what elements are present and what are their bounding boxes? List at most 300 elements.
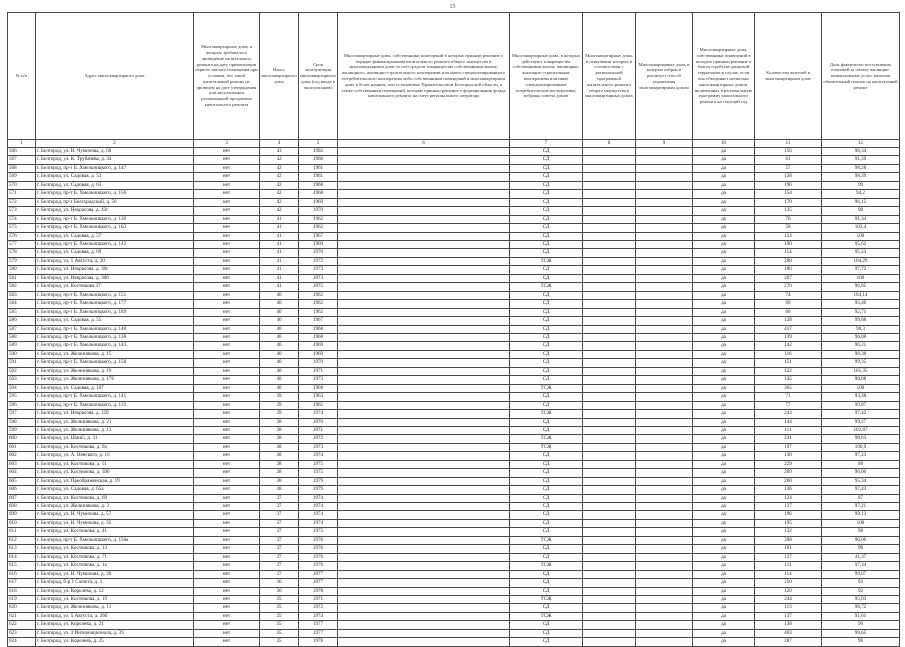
cell-number: 613 (8, 545, 36, 553)
cell-wear: 41 (260, 266, 299, 274)
cell-number: 618 (8, 587, 36, 595)
cell-year: 1992 (299, 148, 338, 156)
cell-wear: 38 (260, 418, 299, 426)
col-number: 7 (510, 140, 583, 148)
cell-landscaping: да (693, 629, 755, 637)
cell-association: СД (510, 190, 583, 198)
cell-landscaping: да (693, 426, 755, 434)
cell-landscaping: да (693, 553, 755, 561)
cell-financing (338, 333, 510, 341)
cell-address: г. Белгород, ул. Н. Чумичова, д. 60 (36, 148, 194, 156)
col-number: 2 (36, 140, 194, 148)
cell-regional-program (583, 401, 636, 409)
cell-association: ТСЖ (510, 443, 583, 451)
cell-residents: 196 (755, 181, 822, 189)
cell-management (636, 240, 693, 248)
cell-payment-share: 98,39 (822, 173, 900, 181)
cell-management (636, 342, 693, 350)
cell-association: СД (510, 629, 583, 637)
table-row (8, 562, 900, 570)
cell-association: ТСЖ (510, 562, 583, 570)
cell-year: 1977 (299, 629, 338, 637)
cell-management (636, 621, 693, 629)
cell-financing (338, 359, 510, 367)
cell-residents: 132 (755, 528, 822, 536)
cell-regional-program (583, 562, 636, 570)
cell-payment-share: 100 (822, 232, 900, 240)
cell-regional-program (583, 266, 636, 274)
cell-landscaping: да (693, 215, 755, 223)
cell-wear: 39 (260, 410, 299, 418)
cell-association: СД (510, 224, 583, 232)
cell-number: 594 (8, 384, 36, 392)
cell-payment-share: 96,21 (822, 342, 900, 350)
cell-year: 1971 (299, 426, 338, 434)
cell-financing (338, 266, 510, 274)
cell-landscaping: да (693, 612, 755, 620)
cell-address: г. Белгород, пр-т Б. Хмельницкого, д. 156 (36, 190, 194, 198)
cell-repair-required: нет (194, 232, 260, 240)
cell-financing (338, 376, 510, 384)
cell-regional-program (583, 536, 636, 544)
cell-financing (338, 240, 510, 248)
cell-residents: 120 (755, 587, 822, 595)
cell-residents: 191 (755, 545, 822, 553)
cell-address: г. Белгород, ул. Костюкова, д. 13 (36, 545, 194, 553)
table-row (8, 418, 900, 426)
cell-residents: 154 (755, 190, 822, 198)
cell-landscaping: да (693, 562, 755, 570)
cell-year: 1967 (299, 232, 338, 240)
table-body (8, 148, 900, 647)
cell-regional-program (583, 528, 636, 536)
cell-management (636, 401, 693, 409)
cell-address: г. Белгород, ул. Железнякова, д. 19 (36, 367, 194, 375)
cell-year: 1962 (299, 291, 338, 299)
cell-address: г. Белгород, пр-т Б. Хмельницкого, д. 163 (36, 224, 194, 232)
cell-number: 605 (8, 477, 36, 485)
cell-payment-share: 96,08 (822, 333, 900, 341)
col-number: 5 (299, 140, 338, 148)
cell-payment-share: 101,35 (822, 367, 900, 375)
cell-repair-required: нет (194, 291, 260, 299)
cell-year: 1970 (299, 249, 338, 257)
cell-landscaping: да (693, 164, 755, 172)
cell-address: г. Белгород, ул. Королева, д. 12 (36, 587, 194, 595)
cell-number: 585 (8, 308, 36, 316)
cell-financing (338, 604, 510, 612)
cell-address: г. Белгород, ул. Садовая, д. 63 (36, 181, 194, 189)
cell-regional-program (583, 240, 636, 248)
cell-repair-required: нет (194, 283, 260, 291)
cell-year: 1970 (299, 207, 338, 215)
cell-number: 595 (8, 393, 36, 401)
cell-payment-share: 103,4 (822, 224, 900, 232)
cell-regional-program (583, 418, 636, 426)
cell-landscaping: да (693, 469, 755, 477)
table-row (8, 249, 900, 257)
cell-regional-program (583, 156, 636, 164)
cell-association: ТСЖ (510, 384, 583, 392)
cell-wear: 40 (260, 342, 299, 350)
cell-residents: 76 (755, 215, 822, 223)
cell-repair-required: нет (194, 325, 260, 333)
cell-financing (338, 257, 510, 265)
cell-wear: 35 (260, 638, 299, 646)
cell-residents: 229 (755, 460, 822, 468)
cell-repair-required: нет (194, 612, 260, 620)
cell-year: 1970 (299, 359, 338, 367)
cell-repair-required: нет (194, 621, 260, 629)
cell-residents: 138 (755, 173, 822, 181)
cell-management (636, 325, 693, 333)
cell-repair-required: нет (194, 494, 260, 502)
cell-landscaping: да (693, 350, 755, 358)
cell-wear: 42 (260, 173, 299, 181)
cell-management (636, 562, 693, 570)
cell-number: 614 (8, 553, 36, 561)
cell-year: 1974 (299, 511, 338, 519)
cell-financing (338, 511, 510, 519)
cell-address: г. Белгород, ул. Костюкова, д. 69 (36, 494, 194, 502)
table-row (8, 596, 900, 604)
cell-year: 1975 (299, 460, 338, 468)
cell-payment-share: 98,38 (822, 350, 900, 358)
cell-address: г. Белгород, пр-т Б. Хмельницкого, д. 150а (36, 536, 194, 544)
cell-regional-program (583, 232, 636, 240)
cell-address: г. Белгород, ул. Королева, д. 25 (36, 638, 194, 646)
cell-association: СД (510, 393, 583, 401)
col-number: 6 (338, 140, 510, 148)
cell-number: 623 (8, 629, 36, 637)
cell-financing (338, 156, 510, 164)
cell-payment-share: 98,63 (822, 435, 900, 443)
cell-year: 1976 (299, 562, 338, 570)
cell-association: СД (510, 240, 583, 248)
cell-payment-share: 97,42 (822, 410, 900, 418)
table-row (8, 460, 900, 468)
cell-number: 578 (8, 249, 36, 257)
cell-number: 567 (8, 156, 36, 164)
cell-residents: 208 (755, 536, 822, 544)
cell-financing (338, 325, 510, 333)
cell-address: г. Белгород, ул. Железнякова, д. 176 (36, 376, 194, 384)
cell-payment-share: 99,65 (822, 629, 900, 637)
table-row (8, 291, 900, 299)
cell-number: 568 (8, 164, 36, 172)
cell-repair-required: нет (194, 536, 260, 544)
cell-year: 1969 (299, 240, 338, 248)
cell-address: г. Белгород, ул. 5 Августа, д. 30 (36, 257, 194, 265)
cell-landscaping: да (693, 283, 755, 291)
table-row (8, 638, 900, 646)
cell-wear: 40 (260, 376, 299, 384)
cell-payment-share: 98 (822, 545, 900, 553)
cell-management (636, 300, 693, 308)
cell-financing (338, 494, 510, 502)
col-number: 1 (8, 140, 36, 148)
cell-regional-program (583, 181, 636, 189)
cell-number: 601 (8, 443, 36, 451)
col-header-number: № п/п (8, 13, 36, 140)
cell-number: 587 (8, 325, 36, 333)
table-row (8, 333, 900, 341)
cell-association: СД (510, 300, 583, 308)
cell-year: 1977 (299, 621, 338, 629)
table-row (8, 553, 900, 561)
cell-number: 582 (8, 283, 36, 291)
cell-wear: 36 (260, 579, 299, 587)
cell-management (636, 198, 693, 206)
cell-number: 571 (8, 190, 36, 198)
cell-management (636, 291, 693, 299)
cell-payment-share: 95,03 (822, 596, 900, 604)
cell-financing (338, 181, 510, 189)
table-row (8, 393, 900, 401)
cell-regional-program (583, 283, 636, 291)
cell-number: 592 (8, 367, 36, 375)
cell-payment-share: 92,71 (822, 308, 900, 316)
cell-management (636, 181, 693, 189)
cell-payment-share: 96,85 (822, 283, 900, 291)
cell-residents: 125 (755, 207, 822, 215)
cell-repair-required: нет (194, 452, 260, 460)
cell-regional-program (583, 629, 636, 637)
cell-year: 1972 (299, 257, 338, 265)
cell-number: 622 (8, 621, 36, 629)
cell-landscaping: да (693, 240, 755, 248)
table-row (8, 224, 900, 232)
cell-financing (338, 612, 510, 620)
cell-landscaping: да (693, 511, 755, 519)
col-header-management-method: Многоквартирные дома, в которых избран и реализует способ управления многоквартирным домом (636, 13, 693, 140)
cell-address: г. Белгород, ул. Преображенская, д. 19 (36, 477, 194, 485)
table-row (8, 367, 900, 375)
cell-payment-share: 95,46 (822, 300, 900, 308)
cell-payment-share: 99,87 (822, 401, 900, 409)
cell-regional-program (583, 410, 636, 418)
cell-wear: 41 (260, 224, 299, 232)
cell-residents: 151 (755, 359, 822, 367)
cell-year: 1973 (299, 266, 338, 274)
cell-financing (338, 562, 510, 570)
cell-number: 576 (8, 232, 36, 240)
cell-payment-share: 95,62 (822, 240, 900, 248)
cell-wear: 35 (260, 621, 299, 629)
cell-association: СД (510, 181, 583, 189)
table-row (8, 469, 900, 477)
cell-regional-program (583, 435, 636, 443)
col-number: 4 (260, 140, 299, 148)
table-row (8, 503, 900, 511)
cell-financing (338, 638, 510, 646)
cell-repair-required: нет (194, 367, 260, 375)
table-row (8, 215, 900, 223)
cell-repair-required: нет (194, 426, 260, 434)
cell-management (636, 384, 693, 392)
cell-management (636, 503, 693, 511)
cell-residents: 244 (755, 596, 822, 604)
cell-wear: 40 (260, 300, 299, 308)
cell-year: 1968 (299, 325, 338, 333)
cell-association: ТСЖ (510, 435, 583, 443)
cell-wear: 37 (260, 511, 299, 519)
cell-financing (338, 190, 510, 198)
cell-year: 1969 (299, 350, 338, 358)
cell-year: 1971 (299, 367, 338, 375)
cell-regional-program (583, 469, 636, 477)
cell-residents: 365 (755, 384, 822, 392)
cell-landscaping: да (693, 435, 755, 443)
cell-association: СД (510, 274, 583, 282)
cell-number: 588 (8, 333, 36, 341)
cell-management (636, 511, 693, 519)
cell-regional-program (583, 207, 636, 215)
cell-financing (338, 173, 510, 181)
cell-management (636, 224, 693, 232)
cell-landscaping: да (693, 452, 755, 460)
cell-payment-share: 91,61 (822, 612, 900, 620)
cell-regional-program (583, 300, 636, 308)
cell-year: 1974 (299, 519, 338, 527)
cell-address: г. Белгород, пр-т Б. Хмельницкого, д. 150 (36, 359, 194, 367)
cell-financing (338, 401, 510, 409)
cell-address: г. Белгород, пр-т Б. Хмельницкого, д. 143 (36, 342, 194, 350)
cell-regional-program (583, 596, 636, 604)
cell-residents: 107 (755, 443, 822, 451)
cell-regional-program (583, 494, 636, 502)
cell-wear: 37 (260, 570, 299, 578)
cell-financing (338, 486, 510, 494)
table-row (8, 350, 900, 358)
cell-repair-required: нет (194, 469, 260, 477)
cell-landscaping: да (693, 367, 755, 375)
cell-payment-share: 88 (822, 460, 900, 468)
cell-financing (338, 317, 510, 325)
cell-address: г. Белгород, ул. К. Трубачева, д. 34 (36, 156, 194, 164)
cell-landscaping: да (693, 460, 755, 468)
cell-repair-required: нет (194, 350, 260, 358)
cell-regional-program (583, 612, 636, 620)
cell-association: СД (510, 232, 583, 240)
cell-payment-share: 94,2 (822, 190, 900, 198)
cell-residents: 260 (755, 477, 822, 485)
cell-wear: 40 (260, 350, 299, 358)
cell-number: 603 (8, 460, 36, 468)
cell-financing (338, 545, 510, 553)
cell-residents: 403 (755, 629, 822, 637)
cell-landscaping: да (693, 266, 755, 274)
cell-financing (338, 570, 510, 578)
cell-year: 1962 (299, 224, 338, 232)
cell-residents: 138 (755, 621, 822, 629)
cell-year: 1972 (299, 435, 338, 443)
table-row (8, 181, 900, 189)
cell-repair-required: нет (194, 308, 260, 316)
cell-association: СД (510, 426, 583, 434)
cell-landscaping: да (693, 274, 755, 282)
cell-residents: 124 (755, 494, 822, 502)
cell-management (636, 638, 693, 646)
cell-association: СД (510, 638, 583, 646)
col-number: 8 (583, 140, 636, 148)
table-row (8, 207, 900, 215)
cell-year: 1976 (299, 545, 338, 553)
cell-landscaping: да (693, 536, 755, 544)
cell-financing (338, 435, 510, 443)
cell-wear: 36 (260, 587, 299, 595)
cell-regional-program (583, 587, 636, 595)
cell-number: 608 (8, 503, 36, 511)
cell-repair-required: нет (194, 570, 260, 578)
cell-residents: 195 (755, 519, 822, 527)
cell-association: СД (510, 604, 583, 612)
cell-number: 600 (8, 435, 36, 443)
col-header-wear: Износ многоквартирного дома (260, 13, 299, 140)
cell-year: 1973 (299, 443, 338, 451)
cell-year: 1974 (299, 612, 338, 620)
cell-management (636, 393, 693, 401)
cell-residents: 208 (755, 257, 822, 265)
cell-number: 589 (8, 342, 36, 350)
cell-financing (338, 291, 510, 299)
table-row (8, 384, 900, 392)
cell-landscaping: да (693, 503, 755, 511)
cell-wear: 40 (260, 384, 299, 392)
cell-address: г. Белгород, ул. Костюкова, д. 51 (36, 460, 194, 468)
cell-repair-required: нет (194, 384, 260, 392)
cell-association: СД (510, 503, 583, 511)
cell-year: 1962 (299, 215, 338, 223)
cell-management (636, 612, 693, 620)
cell-address: г. Белгород, ул. Н. Чумичова, д. 57 (36, 511, 194, 519)
cell-wear: 40 (260, 325, 299, 333)
cell-regional-program (583, 503, 636, 511)
cell-financing (338, 587, 510, 595)
cell-association: СД (510, 333, 583, 341)
cell-financing (338, 232, 510, 240)
cell-payment-share: 97,21 (822, 503, 900, 511)
cell-landscaping: да (693, 333, 755, 341)
cell-address: г. Белгород, пр-т Б. Хмельницкого, д. 142 (36, 240, 194, 248)
cell-wear: 35 (260, 629, 299, 637)
cell-landscaping: да (693, 545, 755, 553)
cell-residents: 250 (755, 579, 822, 587)
cell-year: 1966 (299, 156, 338, 164)
cell-repair-required: нет (194, 503, 260, 511)
cell-association: СД (510, 418, 583, 426)
cell-regional-program (583, 274, 636, 282)
cell-residents: 99 (755, 300, 822, 308)
cell-wear: 37 (260, 545, 299, 553)
cell-year: 1977 (299, 570, 338, 578)
cell-repair-required: нет (194, 317, 260, 325)
cell-payment-share: 97,43 (822, 486, 900, 494)
cell-payment-share: 99,68 (822, 317, 900, 325)
cell-repair-required: нет (194, 164, 260, 172)
cell-year: 1973 (299, 274, 338, 282)
cell-year: 1978 (299, 587, 338, 595)
cell-management (636, 410, 693, 418)
cell-repair-required: нет (194, 435, 260, 443)
cell-landscaping: да (693, 207, 755, 215)
cell-address: г. Белгород, пр-т Белгородский, д. 56 (36, 198, 194, 206)
cell-association: СД (510, 469, 583, 477)
cell-repair-required: нет (194, 553, 260, 561)
cell-management (636, 232, 693, 240)
table-row (8, 477, 900, 485)
table-row (8, 410, 900, 418)
